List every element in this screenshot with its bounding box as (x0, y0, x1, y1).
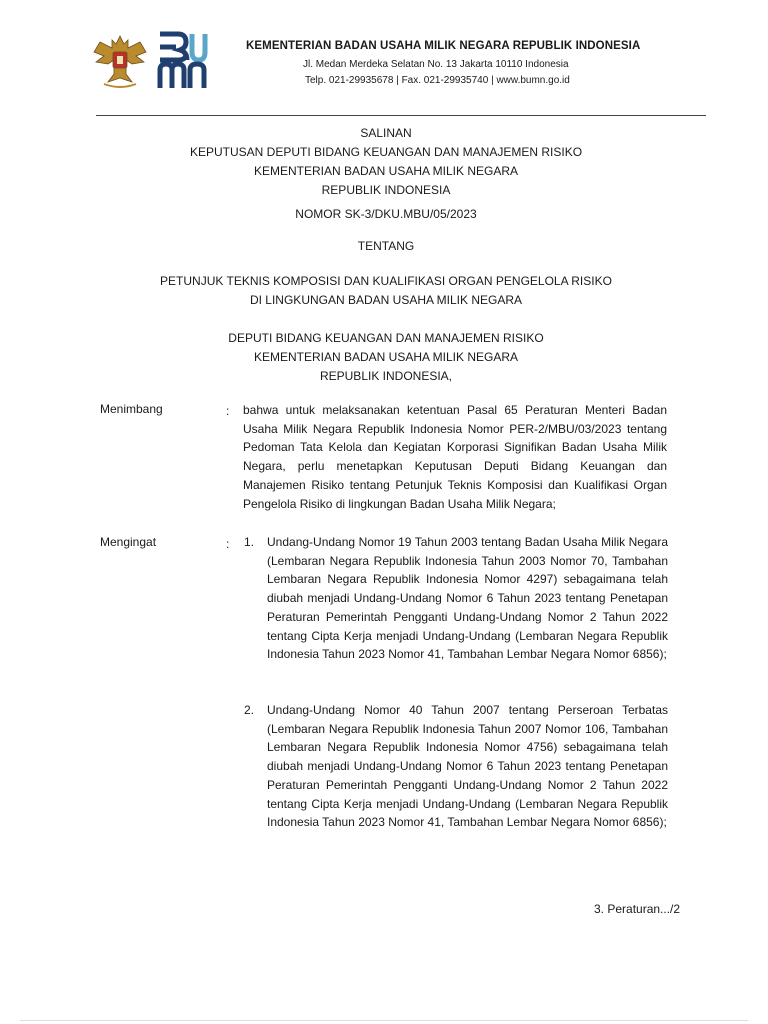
mengingat-colon: : (226, 537, 230, 551)
org-name: KEMENTERIAN BADAN USAHA MILIK NEGARA REPUBLIK INDONESIA (246, 40, 641, 52)
decree-title-block (96, 124, 676, 200)
menimbang-text: bahwa untuk melaksanakan ketentuan Pasal 65 Peraturan Menteri Badan Usaha Milik Negara Republik Indonesia Nomor PER-2/MBU/03/2023 tentang Pedoman Tata Kelola dan Kegiatan Korporasi Signifikan Badan Usaha Milik Negara, perlu menetapkan Keputusan Deputi Bidang Keuangan dan Manajemen Risiko tentang Petunjuk Teknis Komposisi dan Kualifikasi Organ Pengelola Risiko di lingkungan Badan Usaha Milik Negara; (243, 403, 667, 511)
org-contact: Telp. 021-29935678 | Fax. 021-29935740 | www.bumn.go.id (305, 75, 570, 86)
about-label: TENTANG (357, 239, 415, 253)
org-address: Jl. Medan Merdeka Selatan No. 13 Jakarta 10110 Indonesia (303, 59, 569, 70)
issuer-block (96, 329, 676, 386)
page-bottom-edge (20, 1020, 748, 1021)
decree-number: NOMOR SK-3/DKU.MBU/05/2023 (295, 207, 477, 221)
decree-subject-line2: DI LINGKUNGAN BADAN USAHA MILIK NEGARA (249, 293, 523, 307)
menimbang-colon: : (226, 404, 230, 418)
copy-label: SALINAN (360, 126, 412, 140)
issuer-line2: KEMENTERIAN BADAN USAHA MILIK NEGARA (253, 350, 519, 364)
mengingat-label: Mengingat (100, 535, 157, 549)
decree-subject-line1: PETUNJUK TEKNIS KOMPOSISI DAN KUALIFIKASI ORGAN PENGELOLA RISIKO (160, 274, 612, 288)
decree-title-line3: REPUBLIK INDONESIA (321, 183, 451, 197)
mengingat-item-number: 2. (244, 703, 255, 717)
menimbang-label: Menimbang (100, 402, 163, 416)
letterhead-divider (96, 115, 706, 116)
next-page-marker: 3. Peraturan.../2 (594, 902, 681, 916)
decree-title-line2: KEMENTERIAN BADAN USAHA MILIK NEGARA (253, 164, 519, 178)
garuda-emblem-icon (90, 30, 150, 90)
decree-title-line1: KEPUTUSAN DEPUTI BIDANG KEUANGAN DAN MANAJEMEN RISIKO (189, 145, 583, 159)
mengingat-item-number: 1. (244, 535, 255, 549)
issuer-line3: REPUBLIK INDONESIA, (319, 369, 453, 383)
issuer-line1: DEPUTI BIDANG KEUANGAN DAN MANAJEMEN RISIKO (228, 331, 544, 345)
decree-subject (96, 272, 676, 310)
mengingat-item-text: Undang-Undang Nomor 19 Tahun 2003 tentang Badan Usaha Milik Negara (Lembaran Negara Republik Indonesia Tahun 2003 Nomor 70, Tambahan Lembaran Negara Republik Indonesia Nomor 4297) sebagaimana telah diubah menjadi Undang-Undang Nomor 6 Tahun 2023 tentang Penetapan Peraturan Pemerintah Pengganti Undang-Undang Nomor 2 Tahun 2022 tentang Cipta Kerja menjadi Undang-Undang (Lembaran Negara Republik Indonesia Tahun 2023 Nomor 41, Tambahan Lembar Negara Nomor 6856); (267, 535, 668, 662)
bumn-logo (156, 30, 208, 92)
mengingat-item-text: Undang-Undang Nomor 40 Tahun 2007 tentang Perseroan Terbatas (Lembaran Negara Republik Indonesia Tahun 2007 Nomor 106, Tambahan Lembaran Negara Republik Indonesia Nomor 4756) sebagaimana telah diubah menjadi Undang-Undang Nomor 6 Tahun 2023 tentang Penetapan Peraturan Pemerintah Pengganti Undang-Undang Nomor 2 Tahun 2022 tentang Cipta Kerja menjadi Undang-Undang (Lembaran Negara Republik Indonesia Tahun 2023 Nomor 41, Tambahan Lembar Negara Nomor 6856); (267, 703, 668, 830)
